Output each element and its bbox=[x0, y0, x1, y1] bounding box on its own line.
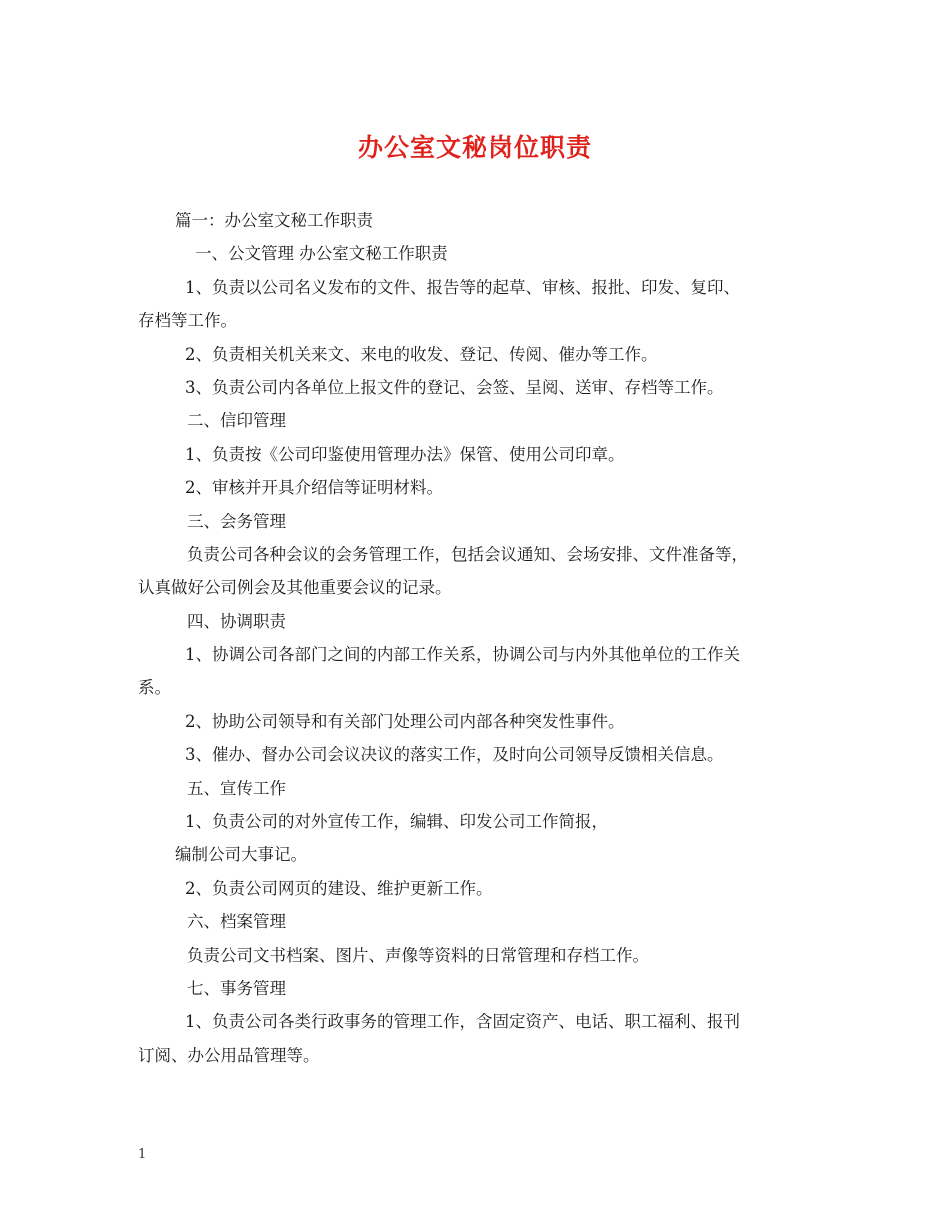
paragraph-line: 1、负责以公司名义发布的文件、报告等的起草、审核、报批、印发、复印、 bbox=[185, 277, 740, 297]
paragraph-line: 3、负责公司内各单位上报文件的登记、会签、呈阅、送审、存档等工作。 bbox=[185, 377, 724, 397]
paragraph-line: 认真做好公司例会及其他重要会议的记录。 bbox=[138, 578, 452, 598]
paragraph-line: 编制公司大事记。 bbox=[175, 845, 307, 865]
subsection-heading: 七、事务管理 bbox=[187, 978, 286, 998]
paragraph-line: 负责公司各种会议的会务管理工作，包括会议通知、会场安排、文件准备等， bbox=[187, 544, 748, 564]
subsection-heading: 二、信印管理 bbox=[187, 411, 286, 431]
paragraph-line: 1、协调公司各部门之间的内部工作关系，协调公司与内外其他单位的工作关 bbox=[185, 645, 740, 665]
document-body bbox=[138, 204, 828, 1072]
subsection-heading: 六、档案管理 bbox=[187, 912, 286, 932]
paragraph-line: 1、负责按《公司印鉴使用管理办法》保管、使用公司印章。 bbox=[185, 444, 625, 464]
paragraph-line: 1、负责公司各类行政事务的管理工作，含固定资产、电话、职工福利、报刊 bbox=[185, 1012, 740, 1032]
subsection-heading: 五、宣传工作 bbox=[187, 778, 286, 798]
section-heading: 篇一：办公室文秘工作职责 bbox=[175, 211, 373, 230]
document-title: 办公室文秘岗位职责 bbox=[357, 133, 592, 162]
paragraph-line: 2、审核并开具介绍信等证明材料。 bbox=[185, 478, 443, 498]
paragraph-line: 系。 bbox=[138, 678, 171, 698]
paragraph-line: 存档等工作。 bbox=[138, 311, 237, 331]
subsection-heading: 四、协调职责 bbox=[187, 611, 286, 631]
paragraph-line: 2、负责公司网页的建设、维护更新工作。 bbox=[185, 878, 493, 898]
paragraph-line: 2、协助公司领导和有关部门处理公司内部各种突发性事件。 bbox=[185, 711, 625, 731]
paragraph-line: 3、催办、督办公司会议决议的落实工作，及时向公司领导反馈相关信息。 bbox=[185, 745, 724, 765]
page-number: 1 bbox=[138, 1147, 147, 1162]
paragraph-line: 订阅、办公用品管理等。 bbox=[138, 1045, 320, 1065]
paragraph-line: 1、负责公司的对外宣传工作，编辑、印发公司工作简报， bbox=[185, 812, 608, 832]
subsection-heading: 三、会务管理 bbox=[187, 511, 286, 531]
subsection-heading: 一、公文管理 办公室文秘工作职责 bbox=[195, 244, 448, 264]
paragraph-line: 负责公司文书档案、图片、声像等资料的日常管理和存档工作。 bbox=[187, 945, 649, 965]
paragraph-line: 2、负责相关机关来文、来电的收发、登记、传阅、催办等工作。 bbox=[185, 344, 658, 364]
